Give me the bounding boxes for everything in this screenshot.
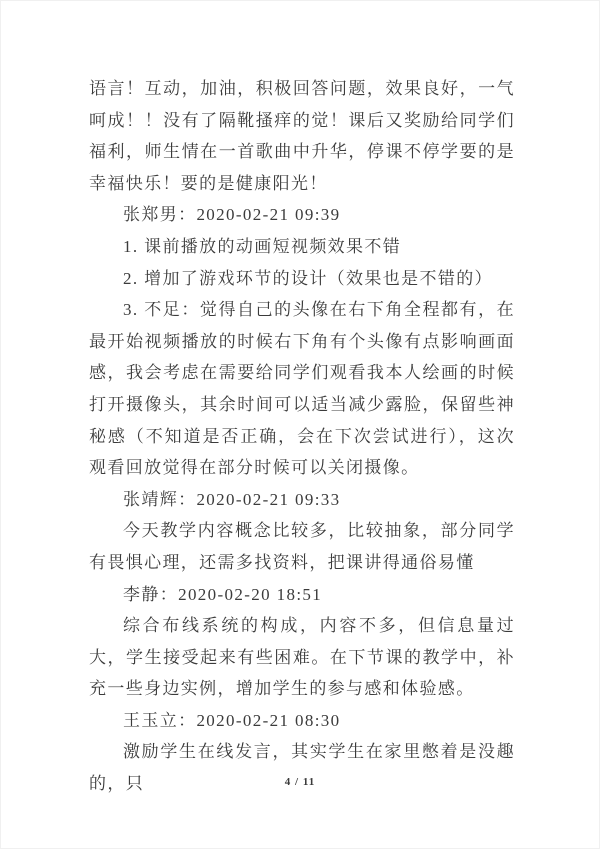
- document-body: [89, 73, 515, 800]
- comment-author-timestamp: 张靖辉：2020-02-21 09:33: [123, 489, 341, 509]
- paragraph: 综合布线系统的构成，内容不多，但信息量过大，学生接受起来有些困难。在下节课的教学中，补充一些身边实例，增加学生的参与感和体验感。: [89, 616, 515, 699]
- paragraph: 语言！互动，加油，积极回答问题，效果良好，一气呵成！！没有了隔靴搔痒的觉！课后又奖励给同学们福利，师生情在一首歌曲中升华，停课不停学要的是幸福快乐！要的是健康阳光！: [89, 79, 515, 193]
- comment-author-timestamp: 王玉立：2020-02-21 08:30: [123, 710, 341, 730]
- page-number: 4 / 11: [284, 776, 316, 788]
- comment-author-timestamp: 张郑男：2020-02-21 09:39: [123, 205, 341, 225]
- list-item: 2. 增加了游戏环节的设计（效果也是不错的）: [123, 268, 493, 288]
- paragraph: 激励学生在线发言，其实学生在家里憋着是没趣的，只: [89, 742, 515, 794]
- comment-author-timestamp: 李静：2020-02-20 18:51: [123, 584, 323, 604]
- list-item: 3. 不足：觉得自己的头像在右下角全程都有，在最开始视频播放的时候右下角有个头像有点影响画面感，我会考虑在需要给同学们观看我本人绘画的时候打开摄像头，其余时间可以适当减少露脸，保留些神秘感（不知道是否正确，会在下次尝试进行），这次观看回放觉得在部分时候可以关闭摄像。: [89, 300, 515, 478]
- paragraph: 今天教学内容概念比较多，比较抽象，部分同学有畏惧心理，还需多找资料，把课讲得通俗易懂: [89, 521, 515, 572]
- list-item: 1. 课前播放的动画短视频效果不错: [123, 236, 402, 256]
